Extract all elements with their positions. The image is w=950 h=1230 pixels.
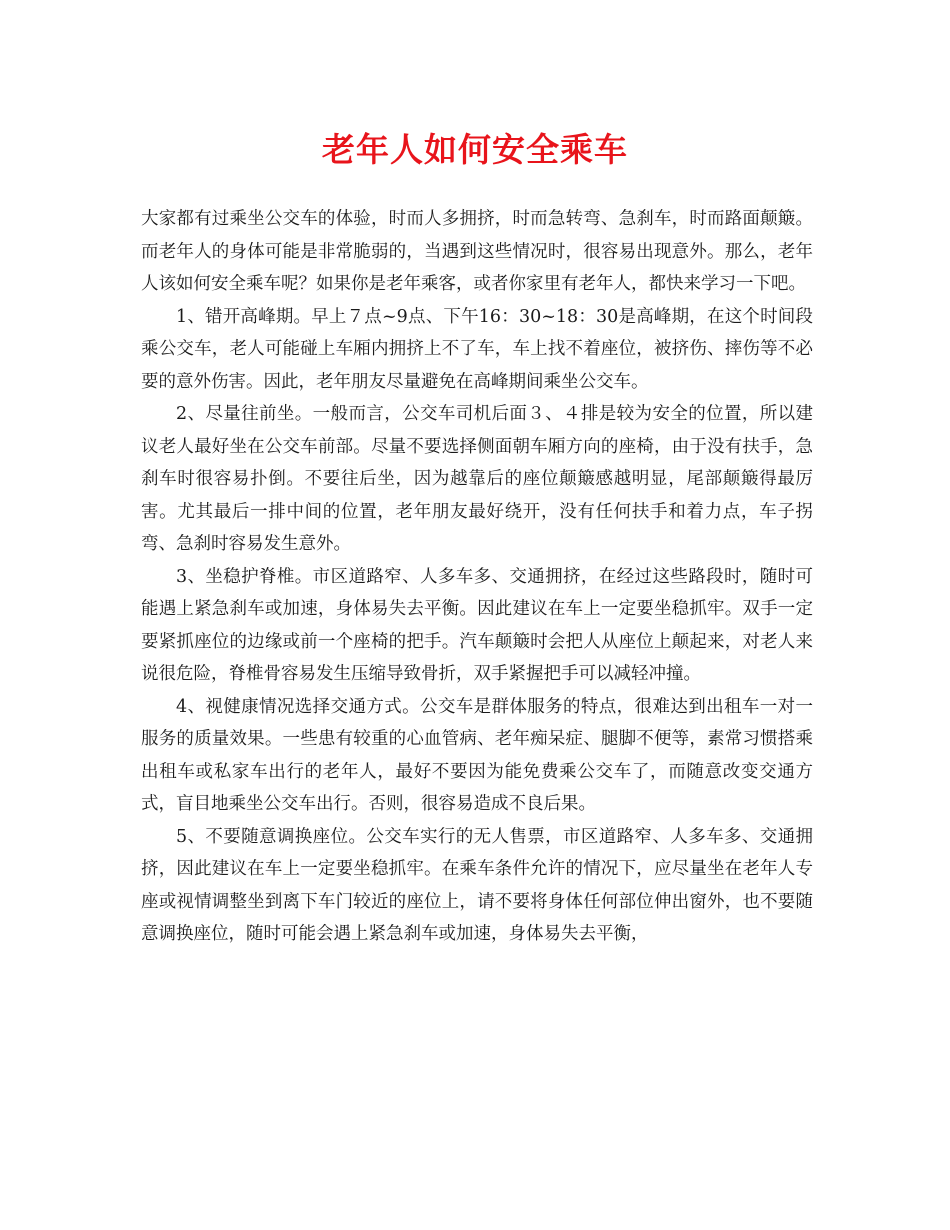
tip-1-paragraph: 1、错开高峰期。早上７点~9点、下午16：30~18：30是高峰期，在这个时间段乘公交车，老人可能碰上车厢内拥挤上不了车，车上找不着座位，被挤伤、摔伤等不必要的意外伤害。因此，老年朋友尽量避免在高峰期间乘坐公交车。 [141,306,813,392]
tip-5-paragraph: 5、不要随意调换座位。公交车实行的无人售票，市区道路窄、人多车多、交通拥挤，因此建议在车上一定要坐稳抓牢。在乘车条件允许的情况下，应尽量坐在老年人专座或视情调整坐到离下车门较近的座位上，请不要将身体任何部位伸出窗外，也不要随意调换座位，随时可能会遇上紧急刹车或加速，身体易失去平衡， [141,826,813,944]
document-body [141,203,813,951]
document-title: 老年人如何安全乘车 [322,130,628,169]
intro-paragraph: 大家都有过乘坐公交车的体验，时而人多拥挤，时而急转弯、急刹车，时而路面颠簸。而老年人的身体可能是非常脆弱的，当遇到这些情况时，很容易出现意外。那么，老年人该如何安全乘车呢？如果你是老年乘客，或者你家里有老年人，都快来学习一下吧。 [141,209,813,294]
tip-4-paragraph: 4、视健康情况选择交通方式。公交车是群体服务的特点，很难达到出租车一对一服务的质量效果。一些患有较重的心血管病、老年痴呆症、腿脚不便等，素常习惯搭乘出租车或私家车出行的老年人，最好不要因为能免费乘公交车了，而随意改变交通方式，盲目地乘坐公交车出行。否则，很容易造成不良后果。 [141,696,813,814]
tip-2-paragraph: 2、尽量往前坐。一般而言，公交车司机后面３、４排是较为安全的位置，所以建议老人最好坐在公交车前部。尽量不要选择侧面朝车厢方向的座椅，由于没有扶手，急刹车时很容易扑倒。不要往后坐，因为越靠后的座位颠簸感越明显，尾部颠簸得最厉害。尤其最后一排中间的位置，老年朋友最好绕开，没有任何扶手和着力点，车子拐弯、急刹时容易发生意外。 [141,404,813,554]
tip-3-paragraph: 3、坐稳护脊椎。市区道路窄、人多车多、交通拥挤，在经过这些路段时，随时可能遇上紧急刹车或加速，身体易失去平衡。因此建议在车上一定要坐稳抓牢。双手一定要紧抓座位的边缘或前一个座椅的把手。汽车颠簸时会把人从座位上颠起来，对老人来说很危险，脊椎骨容易发生压缩导致骨折，双手紧握把手可以减轻冲撞。 [141,566,813,684]
